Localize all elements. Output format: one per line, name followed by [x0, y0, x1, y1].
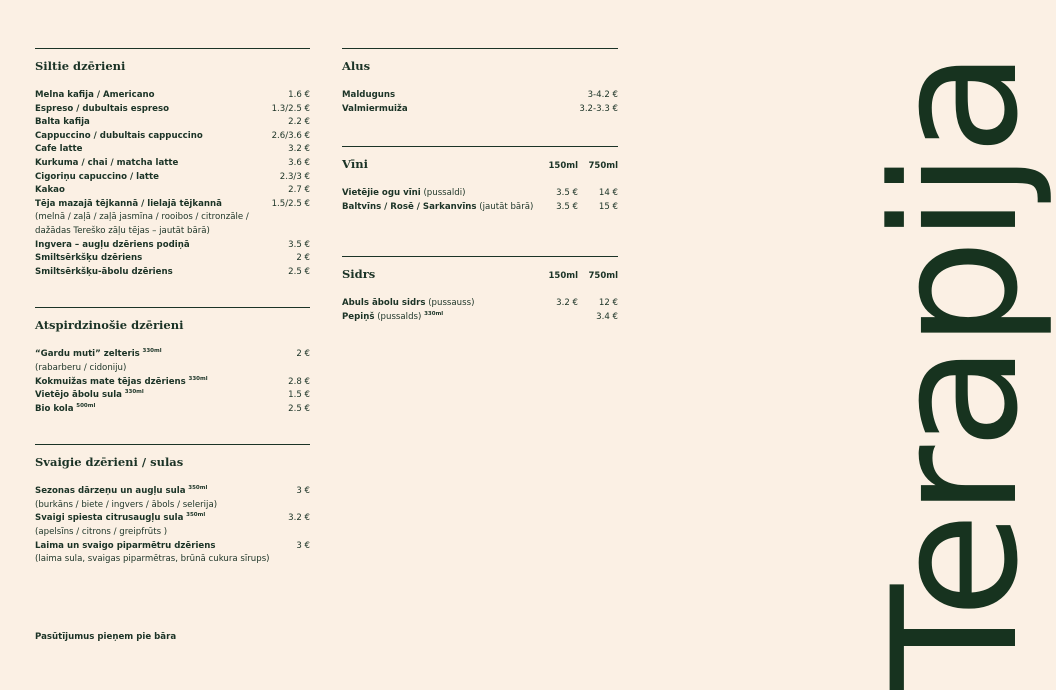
item-volume: 330ml: [142, 348, 162, 355]
item-volume: 350ml: [188, 485, 208, 492]
item-name: Cappuccino / dubultais cappuccino: [35, 130, 203, 141]
section-title: Alus: [342, 59, 371, 73]
item-name: Ingvera – augļu dzēriens podiņā: [35, 239, 190, 250]
item-price: 1.5 €: [288, 390, 310, 401]
item-list: [342, 297, 618, 324]
column-header-750ml: 750ml: [588, 161, 618, 172]
item-list: [35, 348, 310, 416]
menu-item: [342, 89, 618, 103]
menu-item: [35, 239, 310, 253]
item-description: (apelsīns / citrons / greipfrūts ): [35, 527, 168, 538]
item-name: Tēja mazajā tējkannā / lielajā tējkannā: [35, 198, 222, 209]
item-note: (pussauss): [428, 298, 475, 309]
item-main: [35, 157, 282, 171]
menu-item: [35, 103, 310, 117]
item-volume: 330ml: [188, 375, 208, 382]
item-price-750ml: 12 €: [598, 298, 618, 309]
menu-item: [342, 297, 618, 311]
item-main: [342, 89, 582, 103]
item-price: 2 €: [296, 349, 310, 360]
item-main: [35, 485, 290, 512]
left-column: [35, 48, 310, 567]
item-name: Baltvīns / Rosē / Sarkanvīns: [342, 201, 477, 212]
menu-item: [35, 376, 310, 390]
item-price: 2.3/3 €: [279, 171, 310, 182]
item-main: [35, 403, 282, 417]
item-name: Kokmuižas mate tējas dzēriens: [35, 376, 186, 387]
item-main: [35, 103, 266, 117]
item-main: [342, 201, 538, 215]
footer-note: Pasūtījumus pieņem pie bāra: [35, 632, 177, 642]
menu-item: [35, 198, 310, 239]
item-name: Kurkuma / chai / matcha latte: [35, 157, 179, 168]
menu-item: [35, 348, 310, 375]
item-main: [35, 266, 282, 280]
section-title: Svaigie dzērieni / sulas: [35, 455, 184, 470]
item-main: [342, 103, 573, 117]
item-description: (burkāns / biete / ingvers / ābols / selerija): [35, 499, 218, 510]
item-price: 3.2-3.3 €: [579, 103, 618, 114]
item-note: (pussalds): [377, 311, 422, 322]
item-name: Kakao: [35, 185, 65, 196]
item-price-150ml: 3.2 €: [556, 298, 578, 309]
menu-item: [35, 540, 310, 567]
item-main: [35, 171, 274, 185]
item-main: [35, 89, 282, 103]
item-main: [35, 184, 282, 198]
menu-item: [342, 103, 618, 117]
item-main: [342, 297, 538, 311]
item-list: [35, 485, 310, 567]
item-price: 2.5 €: [288, 403, 310, 414]
item-list: [342, 89, 618, 116]
item-name: Malduguns: [342, 90, 396, 100]
menu-item: [35, 184, 310, 198]
item-price: 3-4.2 €: [587, 90, 618, 100]
item-main: [35, 376, 282, 390]
item-main: [35, 512, 282, 539]
item-name: Pepiņš: [342, 311, 375, 322]
item-list: [35, 89, 310, 279]
item-price: 1.5/2.5 €: [271, 198, 310, 209]
item-price: 3 €: [296, 540, 310, 551]
column-header-150ml: 150ml: [548, 271, 578, 282]
item-name: Valmiermuiža: [342, 103, 408, 114]
brand-title: Terapija: [855, 54, 1056, 690]
item-description: (laima sula, svaigas piparmētras, brūnā cukura sīrups): [35, 554, 270, 565]
menu-item: [35, 252, 310, 266]
item-name: Svaigi spiesta citrusaugļu sula: [35, 513, 184, 524]
item-price: 2.2 €: [288, 117, 310, 128]
item-list: [342, 187, 618, 214]
section-title: Vīni: [342, 157, 369, 172]
item-name: Vietējo ābolu sula: [35, 390, 122, 401]
menu-item: [342, 201, 618, 215]
item-main: [35, 239, 282, 253]
column-header-750ml: 750ml: [588, 271, 618, 282]
item-note: (pussaldi): [423, 188, 466, 199]
item-price-150ml: 3.5 €: [556, 188, 578, 199]
middle-column: [342, 48, 618, 325]
item-main: [35, 252, 290, 266]
item-price-750ml: 14 €: [598, 188, 618, 199]
section-cider: [342, 256, 618, 324]
item-volume: 330ml: [424, 311, 444, 318]
item-price: 2.5 €: [288, 266, 310, 277]
item-price-150ml: 3.5 €: [556, 201, 578, 212]
item-price: 3.2 €: [288, 144, 310, 155]
menu-item: [35, 116, 310, 130]
item-price: 2 €: [296, 253, 310, 264]
menu-item: [35, 130, 310, 144]
menu-item: [35, 485, 310, 512]
item-name: Smiltsērkšķu dzēriens: [35, 253, 143, 264]
menu-item: [35, 89, 310, 103]
item-name: Abuls ābolu sidrs: [342, 298, 426, 309]
item-price: 1.6 €: [288, 90, 310, 100]
item-price-750ml: 3.4 €: [596, 311, 618, 322]
item-main: [35, 389, 282, 403]
section-refreshing-drinks: [35, 307, 310, 430]
menu-item: [342, 187, 618, 201]
item-name: Smiltsērkšķu-ābolu dzēriens: [35, 266, 173, 277]
item-price: 1.3/2.5 €: [271, 103, 310, 114]
item-description: (melnā / zaļā / zaļā jasmīna / rooibos / citronzāle / dažādas Tereško zāļu tējas – jautāt bārā): [35, 212, 249, 236]
item-main: [35, 116, 282, 130]
item-name: Vietējie ogu vīni: [342, 188, 421, 199]
item-name: Cigoriņu capuccino / latte: [35, 171, 159, 182]
item-price: 2.6/3.6 €: [271, 130, 310, 141]
item-name: “Gardu muti” zelteris: [35, 349, 140, 360]
item-price: 2.8 €: [288, 376, 310, 387]
item-main: [35, 143, 282, 157]
item-main: [35, 130, 266, 144]
item-volume: 500ml: [76, 402, 96, 409]
item-price: 3.5 €: [288, 239, 310, 250]
item-name: Bio kola: [35, 403, 74, 414]
menu-item: [35, 171, 310, 185]
item-description: (rabarberu / cidoniju): [35, 362, 127, 373]
item-main: [35, 198, 266, 239]
section-beer: [342, 48, 618, 132]
item-name: Balta kafija: [35, 117, 90, 128]
item-volume: 350ml: [186, 512, 206, 519]
menu-item: [35, 143, 310, 157]
item-main: [342, 187, 538, 201]
menu-item: [35, 403, 310, 417]
column-header-150ml: 150ml: [548, 161, 578, 172]
menu-item: [35, 266, 310, 280]
item-main: [35, 348, 290, 375]
item-main: [35, 540, 290, 567]
menu-item: [35, 389, 310, 403]
section-title: Siltie dzērieni: [35, 59, 126, 73]
section-title: Atspirdzinošie dzērieni: [35, 318, 184, 333]
brand-wordmark: [730, 0, 1056, 690]
menu-item: [342, 311, 618, 325]
item-name: Laima un svaigo piparmētru dzēriens: [35, 540, 216, 551]
menu-item: [35, 512, 310, 539]
section-wine: [342, 146, 618, 242]
section-title: Sidrs: [342, 267, 376, 282]
item-main: [342, 311, 538, 325]
section-fresh-juices: [35, 444, 310, 567]
item-name: Melna kafija / Americano: [35, 90, 155, 100]
menu-item: [35, 157, 310, 171]
item-name: Sezonas dārzeņu un augļu sula: [35, 486, 186, 497]
item-price: 3 €: [296, 486, 310, 497]
item-volume: 330ml: [124, 389, 144, 396]
item-name: Espreso / dubultais espreso: [35, 103, 169, 114]
item-name: Cafe latte: [35, 144, 83, 155]
item-price-750ml: 15 €: [598, 201, 618, 212]
item-price: 2.7 €: [288, 185, 310, 196]
item-price: 3.6 €: [288, 157, 310, 168]
item-price: 3.2 €: [288, 513, 310, 524]
item-note: (jautāt bārā): [479, 201, 534, 212]
section-hot-drinks: [35, 48, 310, 293]
